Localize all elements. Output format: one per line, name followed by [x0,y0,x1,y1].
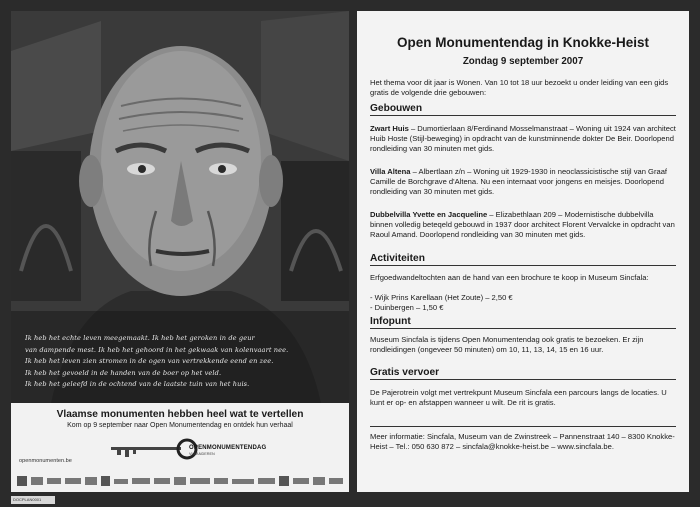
building-description: – Elizabethlaan 209 – Modernistische dubbelvilla binnen volledig beteqeld gebouwd in 1937 door architect Florent Vervalcke in opdracht van Raoul Amand. Doorlopend rondleiding van 30 minuten met gids. [370,210,675,239]
handwriting-line: Ik heb het gevoeld in de handen van de boer op het veld. [25,368,222,377]
building-name: Zwart Huis [370,124,409,133]
poster-subline: Kom op 9 september naar Open Monumentendag en ontdek hun verhaal [67,422,293,429]
handwriting-line: Ik heb het geleefd in de ochtend van de laatste tuin van het huis. [25,380,250,389]
sponsor-logo [65,478,81,484]
info-page [357,11,689,492]
building-name: Villa Altena [370,167,411,176]
contact-info: Meer informatie: Sincfala, Museum van de Zwinstreek – Pannenstraat 140 – 8300 Knokke-Heist – Tel.: 050 630 872 – sincfala@knokke-heist.be – www.sincfala.be. [370,432,675,451]
section-heading-activiteiten: Activiteiten [370,253,676,266]
handwriting-line: van dampende mest. Ik heb het gehoord in het gekwaak van kolenvaart nee. [25,345,289,354]
portrait-photo [11,11,349,403]
sponsor-logo [174,477,186,485]
poster-tagline: Vlaamse monumenten hebben heel wat te vertellen [56,409,304,420]
poster-website: openmonumenten.be [19,458,72,464]
sponsor-logo [232,479,254,484]
page-title: Open Monumentendag in Knokke-Heist [396,35,650,50]
handwriting-line: Ik heb het leven zien stromen in de ogen van vertrekkende eend en zee. [25,357,274,366]
brand-logo-text: OPENMONUMENTENDAG [189,445,267,451]
sponsor-logo [31,477,43,485]
sponsor-logo [293,478,309,484]
sponsor-logo [101,476,111,486]
handwritten-text [25,333,337,391]
sponsor-logo [329,478,343,484]
building-entry [370,210,676,240]
section-heading-gebouwen: Gebouwen [370,103,676,116]
sponsor-logo [47,478,61,484]
archive-tag: DOCPLAN0001 [11,496,55,504]
sponsor-logo [214,478,228,484]
sponsor-logo [190,478,210,484]
activity-line: - Wijk Prins Karellaan (Het Zoute) – 2,50 € [370,293,513,302]
building-description: – Dumortierlaan 8/Ferdinand Mosselmanstraat – Woning uit 1924 van architect Huib Hoste (Stijl-beweging) in opdracht van de kunstminnende dokter De Beir. Doorlopend rondleiding van 30 minuten met gids. [370,124,676,153]
sponsor-logo [279,476,289,486]
sponsor-logo [132,478,150,484]
building-entry [370,124,676,154]
page-date: Zondag 9 september 2007 [462,56,584,67]
transport-text: De Pajerotrein volgt met vertrekpunt Museum Sincfala een parcours langs de locaties. U kunt er op- en afstappen wanneer u wilt. De rit is gratis. [370,388,667,407]
section-heading-gratis-vervoer: Gratis vervoer [370,367,676,380]
activity-line: - Duinbergen – 1,50 € [370,303,444,312]
infopunt-text: Museum Sincfala is tijdens Open Monumentendag ook gratis te bezoeken. Er zijn rondleidingen (ongeveer 50 minuten) om 10, 11, 13, 14, 15 en 16 uur. [370,335,644,354]
intro-text: Het thema voor dit jaar is Wonen. Van 10 tot 18 uur bezoekt u onder leiding van een gids gratis de volgende drie gebouwen: [370,78,669,97]
sponsor-logo [17,476,27,486]
poster [11,11,349,492]
section-heading-infopunt: Infopunt [370,316,676,329]
sponsor-logos [17,474,343,488]
sponsor-logo [85,477,97,485]
building-entry [370,167,676,197]
handwriting-line: Ik heb het echte leven meegemaakt. Ik heb het geroken in de geur [25,334,255,342]
building-description: – Albertlaan z/n – Woning uit 1929-1930 in neoclassicistische stijl van Graaf Camille de Borchgrave d'Altena. Nu een internaat voor jongens en meisjes. Doorlopend rondleiding van 30 minuten met gids. [370,167,668,196]
activities-text: Erfgoedwandeltochten aan de hand van een brochure te koop in Museum Sincfala: [370,273,649,282]
divider [370,426,676,427]
sponsor-logo [313,477,325,485]
sponsor-logo [154,478,170,484]
sponsor-logo [114,479,128,484]
building-name: Dubbelvilla Yvette en Jacqueline [370,210,488,219]
sponsor-logo [258,478,276,484]
brand-sub-text: VLAANDEREN [189,452,215,456]
